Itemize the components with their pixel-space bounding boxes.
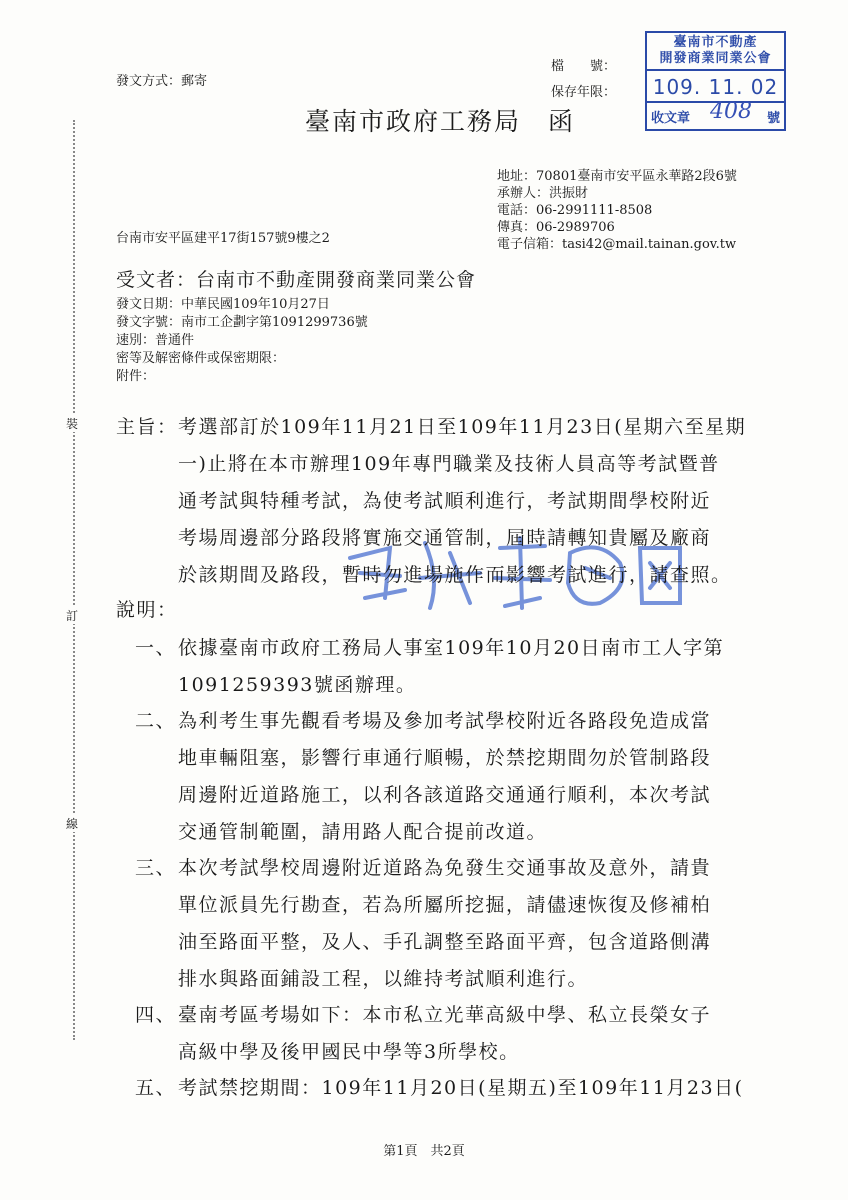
stamp-receipt-number: 408 [710,99,752,124]
stamp-org-line2: 開發商業同業公會 [647,51,784,71]
page-number: 第1頁 共2頁 [383,1144,465,1159]
send-method: 發文方式：郵寄 [116,74,208,89]
document-number: 發文字號：南市工企劃字第1091299736號 [116,315,368,330]
attachment: 附件： [116,369,156,384]
speed-class: 速別：普通件 [116,333,195,348]
stamp-date: 109. 11. 02 [647,73,784,103]
recipient: 受文者：台南市不動產開發商業同業公會 [116,269,477,291]
item-3-line-3: 油至路面平整，及人、手孔調整至路面平齊，包含道路側溝 [178,931,712,953]
item-3-line-1: 本次考試學校周邊附近道路為免發生交通事故及意外，請貴 [178,857,712,879]
contact-phone: 電話：06-2991111-8508 [497,203,653,218]
contact-handler: 承辦人：洪振財 [497,186,589,201]
issue-date: 發文日期：中華民國109年10月27日 [116,297,330,312]
file-number-label: 檔 號： [551,59,617,74]
item-2-line-1: 為利考生事先觀看考場及參加考試學校附近各路段免造成當 [178,710,712,732]
item-1-number: 一、 [135,637,177,659]
binding-char-2: 訂 [66,609,79,623]
item-2-line-4: 交通管制範圍，請用路人配合提前改道。 [178,821,548,843]
recipient-address: 台南市安平區建平17街157號9樓之2 [116,231,330,246]
subject-line-1: 考選部訂於109年11月21日至109年11月23日(星期六至星期 [178,416,747,438]
subject-label: 主旨： [116,416,178,438]
retention-label: 保存年限： [551,85,617,100]
secrecy-level: 密等及解密條件或保密期限： [116,351,286,366]
contact-fax: 傳真：06-2989706 [497,220,615,235]
subject-line-2: 一)止將在本市辦理109年專門職業及技術人員高等考試暨普 [178,453,720,475]
item-4-number: 四、 [135,1004,177,1026]
binding-line [73,120,75,1040]
item-2-line-3: 周邊附近道路施工，以利各該道路交通通行順利，本次考試 [178,784,712,806]
item-2-number: 二、 [135,710,177,732]
explanation-label: 說明： [116,599,178,621]
stamp-receipt-label: 收文章 [651,111,691,126]
document-title: 臺南市政府工務局 函 [305,107,576,136]
binding-char-3: 線 [66,817,79,831]
subject-line-5: 於該期間及路段，暫時勿進場施作而影響考試進行，請查照。 [178,564,732,586]
item-5-line-1: 考試禁挖期間：109年11月20日(星期五)至109年11月23日( [178,1077,744,1099]
stamp-hao: 號 [766,111,780,126]
receipt-stamp [645,31,786,131]
item-2-line-2: 地車輛阻塞，影響行車通行順暢，於禁挖期間勿於管制路段 [178,747,712,769]
item-4-line-1: 臺南考區考場如下：本市私立光華高級中學、私立長榮女子 [178,1004,712,1026]
binding-char-1: 裝 [66,417,79,431]
item-3-line-2: 單位派員先行勘查，若為所屬所挖掘，請儘速恢復及修補柏 [178,894,712,916]
contact-address: 地址：70801臺南市安平區永華路2段6號 [497,169,737,184]
contact-email: 電子信箱：tasi42@mail.tainan.gov.tw [497,237,737,252]
item-3-number: 三、 [135,857,177,879]
item-1-line-2: 1091259393號函辦理。 [178,674,417,696]
stamp-org-line1: 臺南市不動產 [673,35,758,50]
item-1-line-1: 依據臺南市政府工務局人事室109年10月20日南市工人字第 [178,637,725,659]
item-4-line-2: 高級中學及後甲國民中學等3所學校。 [178,1041,520,1063]
item-3-line-4: 排水與路面鋪設工程，以維持考試順利進行。 [178,968,589,990]
item-5-number: 五、 [135,1077,177,1099]
subject-line-4: 考場周邊部分路段將實施交通管制，屆時請轉知貴屬及廠商 [178,527,712,549]
subject-line-3: 通考試與特種考試，為使考試順利進行，考試期間學校附近 [178,490,712,512]
